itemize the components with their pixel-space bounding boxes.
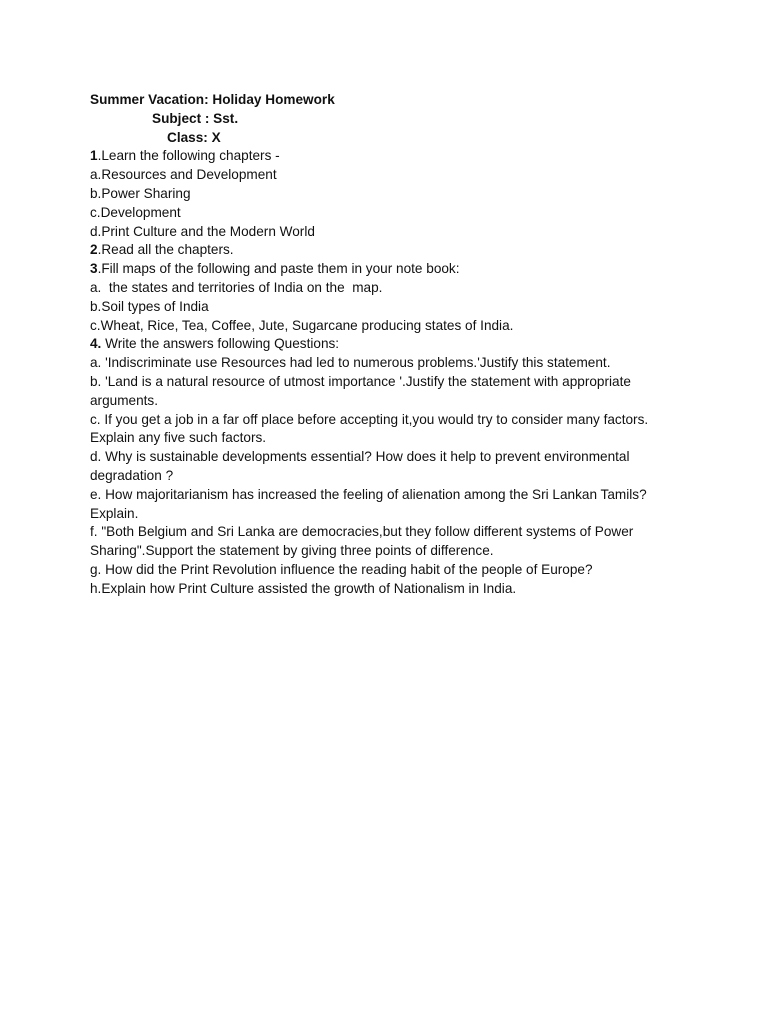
section-number: 4. bbox=[90, 336, 102, 352]
question-item: g. How did the Print Revolution influence the reading habit of the people of Europe? bbox=[90, 561, 593, 577]
section-text: Write the answers following Questions: bbox=[101, 336, 340, 352]
question-item: c. If you get a job in a far off place before accepting it,you would try to consider many factors. Explain any five such factors. bbox=[90, 411, 649, 446]
list-item: b.Power Sharing bbox=[90, 185, 191, 201]
section-number: 2 bbox=[90, 242, 98, 258]
question-item: h.Explain how Print Culture assisted the growth of Nationalism in India. bbox=[90, 580, 517, 596]
section-text: .Learn the following chapters - bbox=[97, 148, 280, 164]
subject-line: Subject : Sst. bbox=[152, 110, 239, 126]
question-item: b. 'Land is a natural resource of utmost importance '.Justify the statement with appropriate arguments. bbox=[90, 373, 631, 408]
section-number: 1 bbox=[90, 148, 98, 164]
list-item: d.Print Culture and the Modern World bbox=[90, 223, 315, 239]
section-3-heading bbox=[90, 260, 690, 279]
section-text: .Read all the chapters. bbox=[97, 242, 234, 258]
list-item: c.Wheat, Rice, Tea, Coffee, Jute, Sugarcane producing states of India. bbox=[90, 317, 514, 333]
list-item: a. the states and territories of India on the map. bbox=[90, 279, 383, 295]
list-item: a.Resources and Development bbox=[90, 167, 277, 183]
question-item: f. "Both Belgium and Sri Lanka are democracies,but they follow different systems of Power Sharing".Support the statement by giving three points of difference. bbox=[90, 524, 634, 559]
question-item: d. Why is sustainable developments essential? How does it help to prevent environmental degradation ? bbox=[90, 449, 630, 483]
class-line: Class: X bbox=[167, 129, 221, 145]
document-title: Summer Vacation: Holiday Homework bbox=[90, 92, 335, 107]
list-item: b.Soil types of India bbox=[90, 298, 209, 314]
section-1-heading bbox=[90, 147, 690, 166]
section-text: .Fill maps of the following and paste them in your note book: bbox=[97, 261, 460, 277]
section-4-heading bbox=[90, 335, 690, 354]
question-item: a. 'Indiscriminate use Resources had led to numerous problems.'Justify this statement. bbox=[90, 355, 611, 371]
question-item: e. How majoritarianism has increased the feeling of alienation among the Sri Lankan Tamils? Explain. bbox=[90, 486, 647, 521]
section-number: 3 bbox=[90, 261, 98, 277]
list-item: c.Development bbox=[90, 204, 181, 220]
homework-document bbox=[90, 91, 690, 599]
section-2-heading bbox=[90, 241, 690, 260]
